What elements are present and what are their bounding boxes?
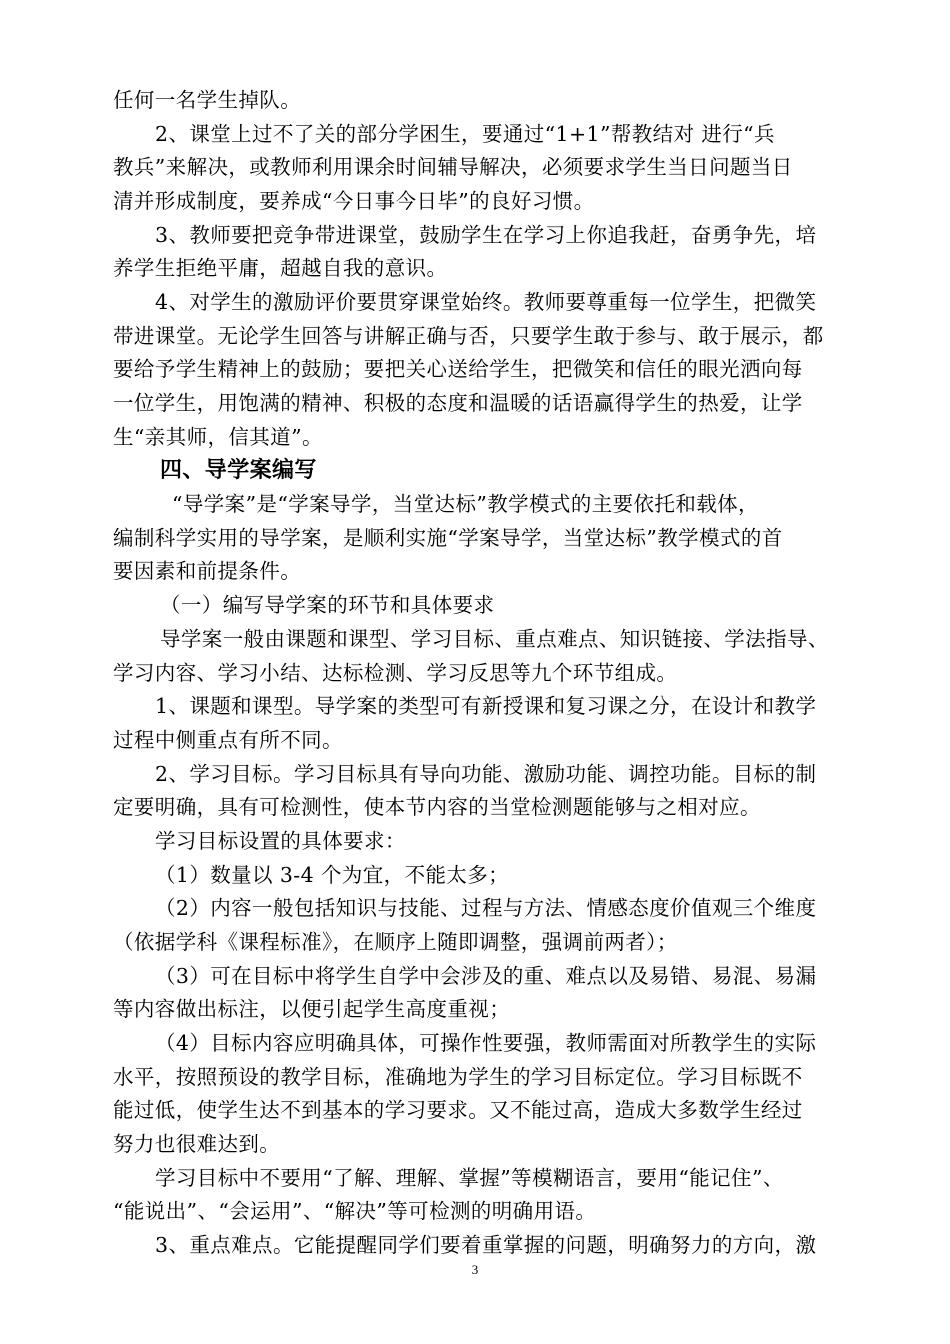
list-item: （4）目标内容应明确具体，可操作性要强，教师需面对所教学生的实际 <box>155 1031 817 1055</box>
paragraph-line: 生“亲其师，信其道”。 <box>113 425 323 449</box>
paragraph-line: 编制科学实用的导学案，是顺利实施“学案导学，当堂达标”教学模式的首 <box>113 526 783 550</box>
paragraph-line: 一位学生，用饱满的精神、积极的态度和温暖的话语赢得学生的热爱，让学 <box>113 391 803 415</box>
page-number: 3 <box>471 1262 479 1277</box>
paragraph-line: 清并形成制度，要养成“今日事今日毕”的良好习惯。 <box>113 189 595 213</box>
paragraph-line: 努力也很难达到。 <box>113 1132 281 1156</box>
paragraph-line: “导学案”是“学案导学，当堂达标”教学模式的主要依托和载体， <box>172 492 759 516</box>
list-item: （3）可在目标中将学生自学中会涉及的重、难点以及易错、易混、易漏 <box>155 964 817 988</box>
paragraph-line: 4、对学生的激励评价要贯穿课堂始终。教师要尊重每一位学生，把微笑 <box>155 290 817 314</box>
list-item: （1）数量以 3-4 个为宜，不能太多； <box>155 863 510 887</box>
paragraph-line: 要给予学生精神上的鼓励；要把关心送给学生，把微笑和信任的眼光洒向每 <box>113 357 803 381</box>
paragraph-line: 要因素和前提条件。 <box>113 559 302 583</box>
paragraph-line: 任何一名学生掉队。 <box>113 88 302 112</box>
paragraph-line: 2、学习目标。学习目标具有导向功能、激励功能、调控功能。目标的制 <box>155 762 817 786</box>
paragraph-line: 3、教师要把竞争带进课堂，鼓励学生在学习上你追我赶，奋勇争先，培 <box>155 223 817 247</box>
paragraph-line: 教兵”来解决，或教师利用课余时间辅导解决，必须要求学生当日问题当日 <box>113 155 793 179</box>
paragraph-line: 等内容做出标注，以便引起学生高度重视； <box>113 997 511 1021</box>
paragraph-line: 导学案一般由课题和课型、学习目标、重点难点、知识链接、学法指导、 <box>160 627 829 651</box>
paragraph-line: 带进课堂。无论学生回答与讲解正确与否，只要学生敢于参与、敢于展示，都 <box>113 324 824 348</box>
paragraph-line: 1、课题和课型。导学案的类型可有新授课和复习课之分，在设计和教学 <box>155 694 817 718</box>
paragraph-line: 能过低，使学生达不到基本的学习要求。又不能过高，造成大多数学生经过 <box>113 1098 803 1122</box>
paragraph-line: 学习目标设置的具体要求： <box>155 829 406 853</box>
subsection-heading: （一）编写导学案的环节和具体要求 <box>160 593 495 617</box>
paragraph-line: （依据学科《课程标准》，在顺序上随即调整，强调前两者）； <box>113 930 678 954</box>
paragraph-line: 学习内容、学习小结、达标检测、学习反思等九个环节组成。 <box>113 661 678 685</box>
section-heading: 四、导学案编写 <box>160 457 317 483</box>
list-item: （2）内容一般包括知识与技能、过程与方法、情感态度价值观三个维度 <box>155 896 817 920</box>
paragraph-line: 学习目标中不要用“了解、理解、掌握”等模糊语言，要用“能记住”、 <box>155 1166 784 1190</box>
paragraph-line: 3、重点难点。它能提醒同学们要着重掌握的问题，明确努力的方向，激 <box>155 1233 817 1257</box>
paragraph-line: 养学生拒绝平庸，超越自我的意识。 <box>113 256 448 280</box>
paragraph-line: 水平，按照预设的教学目标，准确地为学生的学习目标定位。学习目标既不 <box>113 1065 803 1089</box>
paragraph-line: 定要明确，具有可检测性，使本节内容的当堂检测题能够与之相对应。 <box>113 795 761 819</box>
paragraph-line: 过程中侧重点有所不同。 <box>113 728 343 752</box>
paragraph-line: “能说出”、“会运用”、“解决”等可检测的明确用语。 <box>113 1199 597 1223</box>
paragraph-line: 2、课堂上过不了关的部分学困生，要通过“1+1”帮教结对 进行“兵 <box>155 122 775 146</box>
